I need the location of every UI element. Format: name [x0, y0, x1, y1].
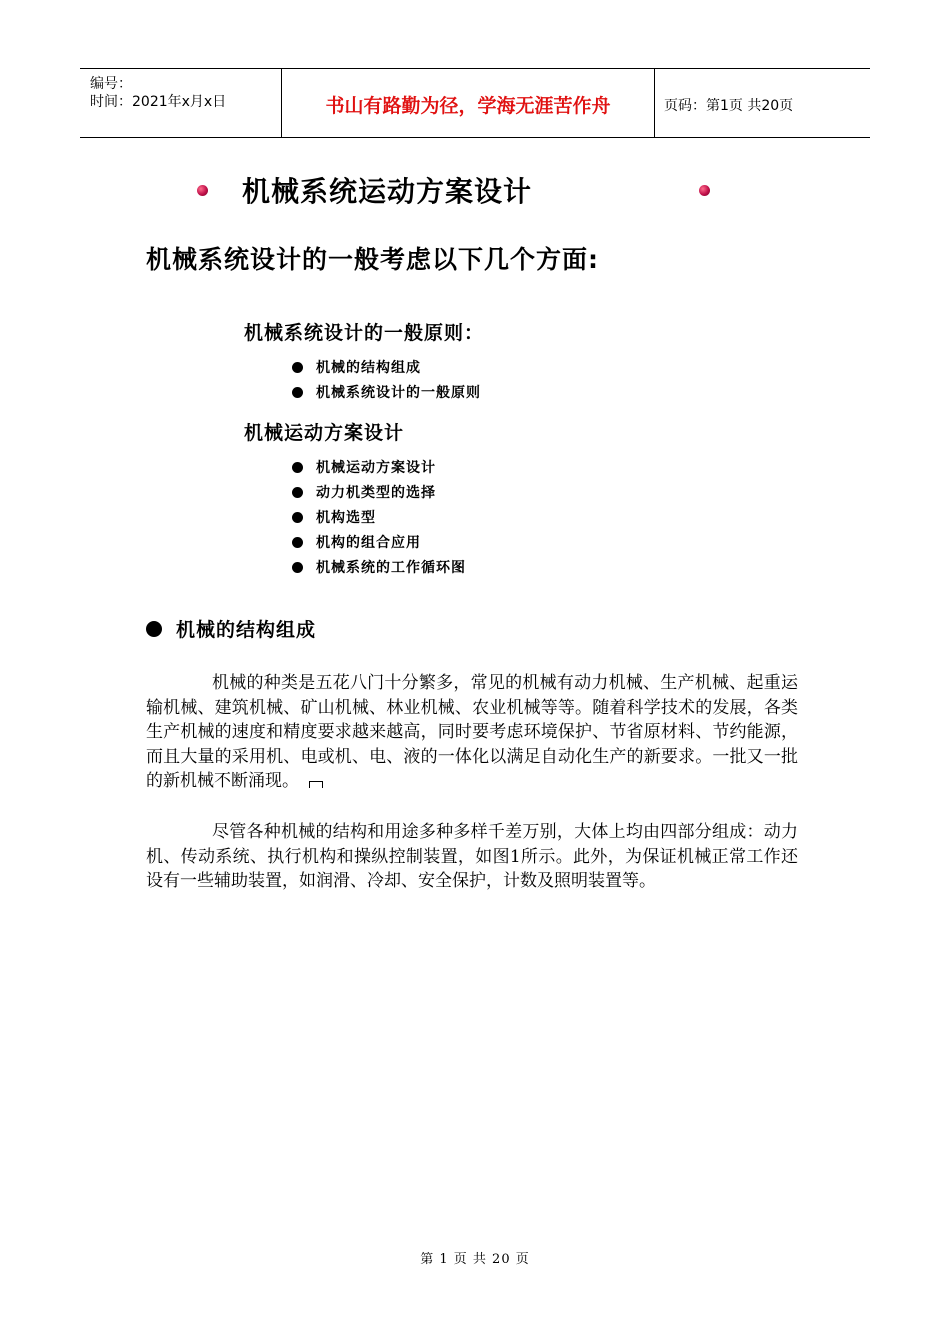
bullet-icon [292, 537, 303, 548]
section-heading-principles: 机械系统设计的一般原则： [244, 322, 485, 344]
title-bullet-left-icon [197, 185, 208, 196]
bullet-icon [146, 621, 162, 637]
bullet-icon [292, 512, 303, 523]
page-subtitle: 机械系统设计的一般考虑以下几个方面: [146, 245, 599, 274]
page-title: 机械系统运动方案设计 [242, 175, 533, 208]
list-item [292, 507, 376, 527]
bullet-icon [292, 462, 303, 473]
list-item [292, 357, 421, 377]
section-title [146, 615, 316, 642]
list-item [292, 457, 436, 477]
section-title-label: 机械的结构组成 [176, 619, 317, 641]
list-item [292, 382, 481, 402]
title-bullet-right-icon [699, 185, 710, 196]
body-paragraph [146, 820, 798, 894]
bullet-icon [292, 387, 303, 398]
bullet-icon [292, 362, 303, 373]
list-item [292, 482, 436, 502]
list-item-label: 机械系统设计的一般原则 [316, 385, 481, 401]
header-page-info: 页码：第1页 共20页 [664, 98, 794, 114]
list-item-label: 机构的组合应用 [316, 535, 421, 551]
list-item-label: 机械的结构组成 [316, 360, 421, 376]
page-header [80, 68, 870, 138]
header-motto: 书山有路勤为径，学海无涯苦作舟 [325, 95, 611, 117]
header-page-cell [655, 69, 870, 137]
list-item [292, 532, 421, 552]
section-heading-motion-design: 机械运动方案设计 [244, 422, 405, 444]
document-date-label: 时间：2021年x月x日 [90, 94, 227, 110]
body-paragraph [146, 671, 798, 794]
header-info-cell [80, 69, 282, 137]
header-motto-cell [282, 69, 655, 137]
bullet-icon [292, 487, 303, 498]
paragraph-text: 尽管各种机械的结构和用途多种多样千差万别，大体上均由四部分组成：动力机、传动系统、执行机构和操纵控制装置，如图1所示。此外，为保证机械正常工作还设有一些辅助装置，如润滑、冷却、安全保护，计数及照明装置等。 [146, 822, 798, 891]
list-item [292, 557, 466, 577]
paragraph-text: 机械的种类是五花八门十分繁多，常见的机械有动力机械、生产机械、起重运输机械、建筑机械、矿山机械、林业机械、农业机械等等。随着科学技术的发展，各类生产机械的速度和精度要求越来越高，同时要考虑环境保护、节省原材料、节约能源，而且大量的采用机、电或机、电、液的一体化以满足自动化生产的新要求。一批又一批的新机械不断涌现。 [146, 673, 798, 791]
list-item-label: 机构选型 [316, 510, 376, 526]
list-item-label: 机械系统的工作循环图 [316, 560, 466, 576]
list-item-label: 动力机类型的选择 [316, 485, 436, 501]
document-number-label: 编号： [90, 76, 132, 92]
page-footer: 第 1 页 共 20 页 [420, 1252, 530, 1267]
bracket-mark-icon [309, 781, 323, 788]
list-item-label: 机械运动方案设计 [316, 460, 436, 476]
bullet-icon [292, 562, 303, 573]
